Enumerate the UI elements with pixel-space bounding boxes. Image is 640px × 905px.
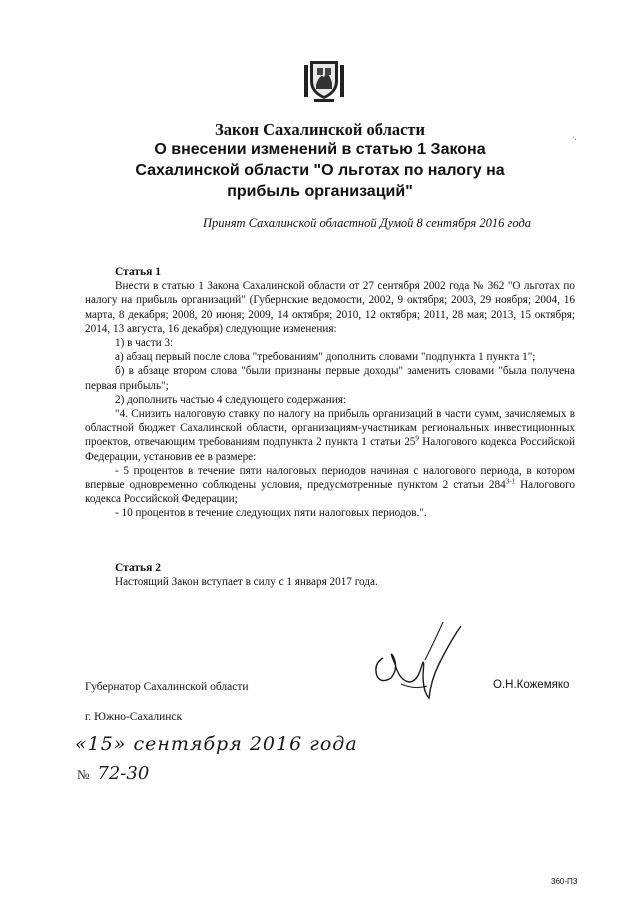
article-subitem: а) абзац первый после слова "требованиям" дополнить словами "подпункта 1 пункта 1"; [115, 351, 536, 364]
document-code: 360-ПЗ [551, 877, 578, 886]
article-subitem: б) в абзаце втором слова "были признаны первые доходы" заменить словами "была получена первая прибыль"; [85, 365, 575, 392]
scan-speck: ·. [572, 133, 577, 142]
text-run: - 5 процентов в течение пяти налоговых периодов начиная с налогового периода, в котором впервые одновременно соблюдены условия, предусмотренные пунктом 2 статьи 284 [85, 464, 575, 492]
article-paragraph [85, 407, 575, 464]
article-paragraph: Внести в статью 1 Закона Сахалинской области от 27 сентября 2002 года № 362 "О льготах по налогу на прибыль организаций" (Губернские ведомости, 2002, 9 октября; 2003, 29 ноября; 2004, 16 марта, 8 декабря; 2008, 20 июня; 2009, 14 октября; 2010, 12 октября; 2011, 28 мая; 2013, 15 октября; 2014, 13 августа, 16 декабря) следующие изменения: [85, 280, 575, 335]
article-paragraph [85, 464, 575, 507]
number-label: № [77, 767, 90, 782]
sakhalin-coat-of-arms-icon [300, 55, 348, 103]
handwritten-signature [365, 620, 485, 705]
law-subtitle [110, 139, 530, 202]
signing-city: г. Южно-Сахалинск [85, 711, 183, 723]
article-paragraph: Настоящий Закон вступает в силу с 1 января 2017 года. [115, 576, 378, 589]
article-2 [85, 561, 575, 589]
text-run: Налогового кодекса Российской Федерации; [85, 479, 575, 506]
text-run: "4. Снизить налоговую ставку по налогу на прибыль организаций в части сумм, зачисляемых в областной бюджет Сахалинской области, организациям-участникам региональных инвестиционных проектов, отвечающим требованиям подпункта 2 пункта 1 статьи 25 [85, 408, 575, 449]
law-number [77, 763, 149, 784]
article-heading: Статья 2 [115, 562, 161, 574]
signatory-position: Губернатор Сахалинской области [85, 681, 249, 693]
subtitle-line: прибыль организаций" [227, 183, 413, 200]
handwritten-date: «15» сентября 2016 года [75, 733, 358, 755]
article-1 [85, 265, 575, 521]
subtitle-line: Сахалинской области "О льготах по налогу на [135, 162, 505, 179]
article-item: 1) в части 3: [115, 337, 174, 350]
signatory-name: О.Н.Кожемяко [493, 679, 570, 691]
law-title: Закон Сахалинской области [214, 120, 426, 139]
handwritten-number: 72-30 [97, 763, 150, 784]
article-heading: Статья 1 [115, 266, 161, 278]
text-run: Налогового кодекса Российской Федерации, установив ее в размере: [85, 436, 575, 463]
article-item: 2) дополнить частью 4 следующего содержания: [115, 393, 346, 406]
superscript: 3-1 [505, 477, 516, 486]
article-paragraph: - 10 процентов в течение следующих пяти налоговых периодов.". [115, 507, 427, 520]
superscript: 9 [415, 434, 419, 443]
subtitle-line: О внесении изменений в статью 1 Закона [154, 141, 486, 158]
adoption-note: Принят Сахалинской областной Думой 8 сентября 2016 года [203, 216, 532, 230]
